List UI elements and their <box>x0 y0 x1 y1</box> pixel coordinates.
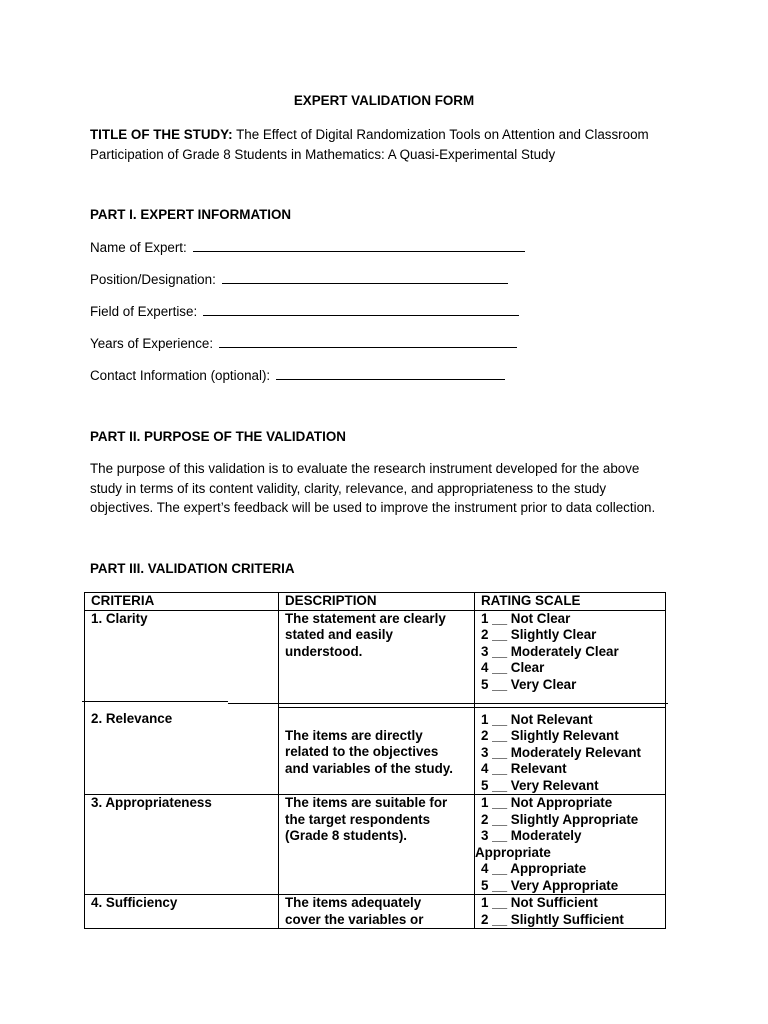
part3-heading: PART III. VALIDATION CRITERIA <box>90 561 295 576</box>
scale-option[interactable]: 5 __ Very Relevant <box>481 777 599 793</box>
name-of-expert-blank[interactable] <box>193 239 525 252</box>
scale-option[interactable]: 5 __ Very Appropriate <box>481 877 619 893</box>
scale-option[interactable]: 4 __ Appropriate <box>481 861 587 876</box>
scale-option[interactable]: 1 __ Not Clear <box>481 610 571 626</box>
expertise-blank[interactable] <box>203 303 519 316</box>
scale-option[interactable]: 3 __ Moderately Clear <box>481 643 619 659</box>
description-line: The items are suitable for <box>285 795 448 810</box>
scale-option[interactable]: 2 __ Slightly Relevant <box>481 728 619 743</box>
criteria-cell <box>85 795 279 895</box>
description-line: the target respondents <box>285 811 431 827</box>
criteria-cell <box>85 610 279 707</box>
study-title-line2: Participation of Grade 8 Students in Mathematics: A Quasi-Experimental Study <box>90 147 556 162</box>
field-name-of-expert <box>90 239 525 255</box>
criteria-cell <box>85 895 279 929</box>
field-expertise <box>90 303 519 319</box>
table-row-appropriateness <box>85 795 666 895</box>
form-title: EXPERT VALIDATION FORM <box>293 93 475 108</box>
row-divider-left <box>82 701 228 702</box>
description-line: understood. <box>285 643 363 659</box>
field-label: Position/Designation: <box>90 272 216 287</box>
scale-cell <box>475 610 666 707</box>
scale-cell <box>475 895 666 929</box>
scale-option-continued: Appropriate <box>475 844 551 860</box>
criteria-label: 2. Relevance <box>91 711 173 726</box>
part1-heading: PART I. EXPERT INFORMATION <box>90 207 292 222</box>
part2-heading: PART II. PURPOSE OF THE VALIDATION <box>90 429 346 444</box>
study-title <box>90 125 690 165</box>
header-description: DESCRIPTION <box>279 593 475 611</box>
criteria-label: 4. Sufficiency <box>91 895 178 910</box>
position-blank[interactable] <box>222 271 508 284</box>
table-row-sufficiency <box>85 895 666 929</box>
table-header-row <box>85 593 666 611</box>
description-line: The items adequately <box>285 895 422 910</box>
scale-option[interactable]: 1 __ Not Appropriate <box>481 795 613 810</box>
header-criteria: CRITERIA <box>85 593 279 611</box>
description-line: The items are directly <box>285 727 423 743</box>
field-contact <box>90 367 505 383</box>
description-cell <box>279 795 475 895</box>
contact-blank[interactable] <box>276 367 505 380</box>
scale-cell <box>475 795 666 895</box>
criteria-label: 3. Appropriateness <box>91 795 212 810</box>
field-label: Contact Information (optional): <box>90 368 271 383</box>
study-title-line1: The Effect of Digital Randomization Tools on Attention and Classroom <box>236 127 649 142</box>
description-line: cover the variables or <box>285 911 424 927</box>
purpose-line3: objectives. The expert’s feedback will be used to improve the instrument prior to data collection. <box>90 500 656 515</box>
scale-option[interactable]: 1 __ Not Relevant <box>481 711 593 727</box>
description-cell <box>279 610 475 707</box>
scale-option[interactable]: 2 __ Slightly Clear <box>481 627 597 642</box>
scale-cell <box>475 707 666 795</box>
study-title-label: TITLE OF THE STUDY: <box>90 127 233 142</box>
scale-option[interactable]: 1 __ Not Sufficient <box>481 895 598 910</box>
scale-option[interactable]: 3 __ Moderately Relevant <box>481 744 642 760</box>
scale-option[interactable]: 2 __ Slightly Appropriate <box>481 811 639 827</box>
header-rating-scale: RATING SCALE <box>475 593 666 611</box>
description-line: stated and easily <box>285 627 393 642</box>
description-cell <box>279 895 475 929</box>
table-row-clarity <box>85 610 666 707</box>
purpose-paragraph <box>90 459 690 518</box>
experience-blank[interactable] <box>219 335 517 348</box>
scale-option[interactable]: 3 __ Moderately <box>481 828 582 843</box>
validation-criteria-table <box>84 592 666 929</box>
field-label: Field of Expertise: <box>90 304 198 319</box>
criteria-cell <box>85 707 279 795</box>
description-cell <box>279 707 475 795</box>
purpose-line2: study in terms of its content validity, clarity, relevance, and appropriateness to the study <box>90 480 607 496</box>
field-label: Years of Experience: <box>90 336 214 351</box>
description-line: (Grade 8 students). <box>285 828 408 843</box>
criteria-label: 1. Clarity <box>91 610 148 626</box>
scale-option[interactable]: 2 __ Slightly Sufficient <box>481 911 624 927</box>
description-line: and variables of the study. <box>285 760 453 776</box>
field-label: Name of Expert: <box>90 240 187 255</box>
table-row-relevance <box>85 707 666 795</box>
field-position <box>90 271 508 287</box>
description-line: The statement are clearly <box>285 610 446 626</box>
description-line: related to the objectives <box>285 744 439 759</box>
field-experience <box>90 335 517 351</box>
scale-option[interactable]: 4 __ Clear <box>481 660 545 675</box>
row-divider-right <box>228 703 668 704</box>
scale-option[interactable]: 5 __ Very Clear <box>481 676 577 692</box>
scale-option[interactable]: 4 __ Relevant <box>481 761 567 776</box>
purpose-line1: The purpose of this validation is to evaluate the research instrument developed for the above <box>90 461 640 476</box>
